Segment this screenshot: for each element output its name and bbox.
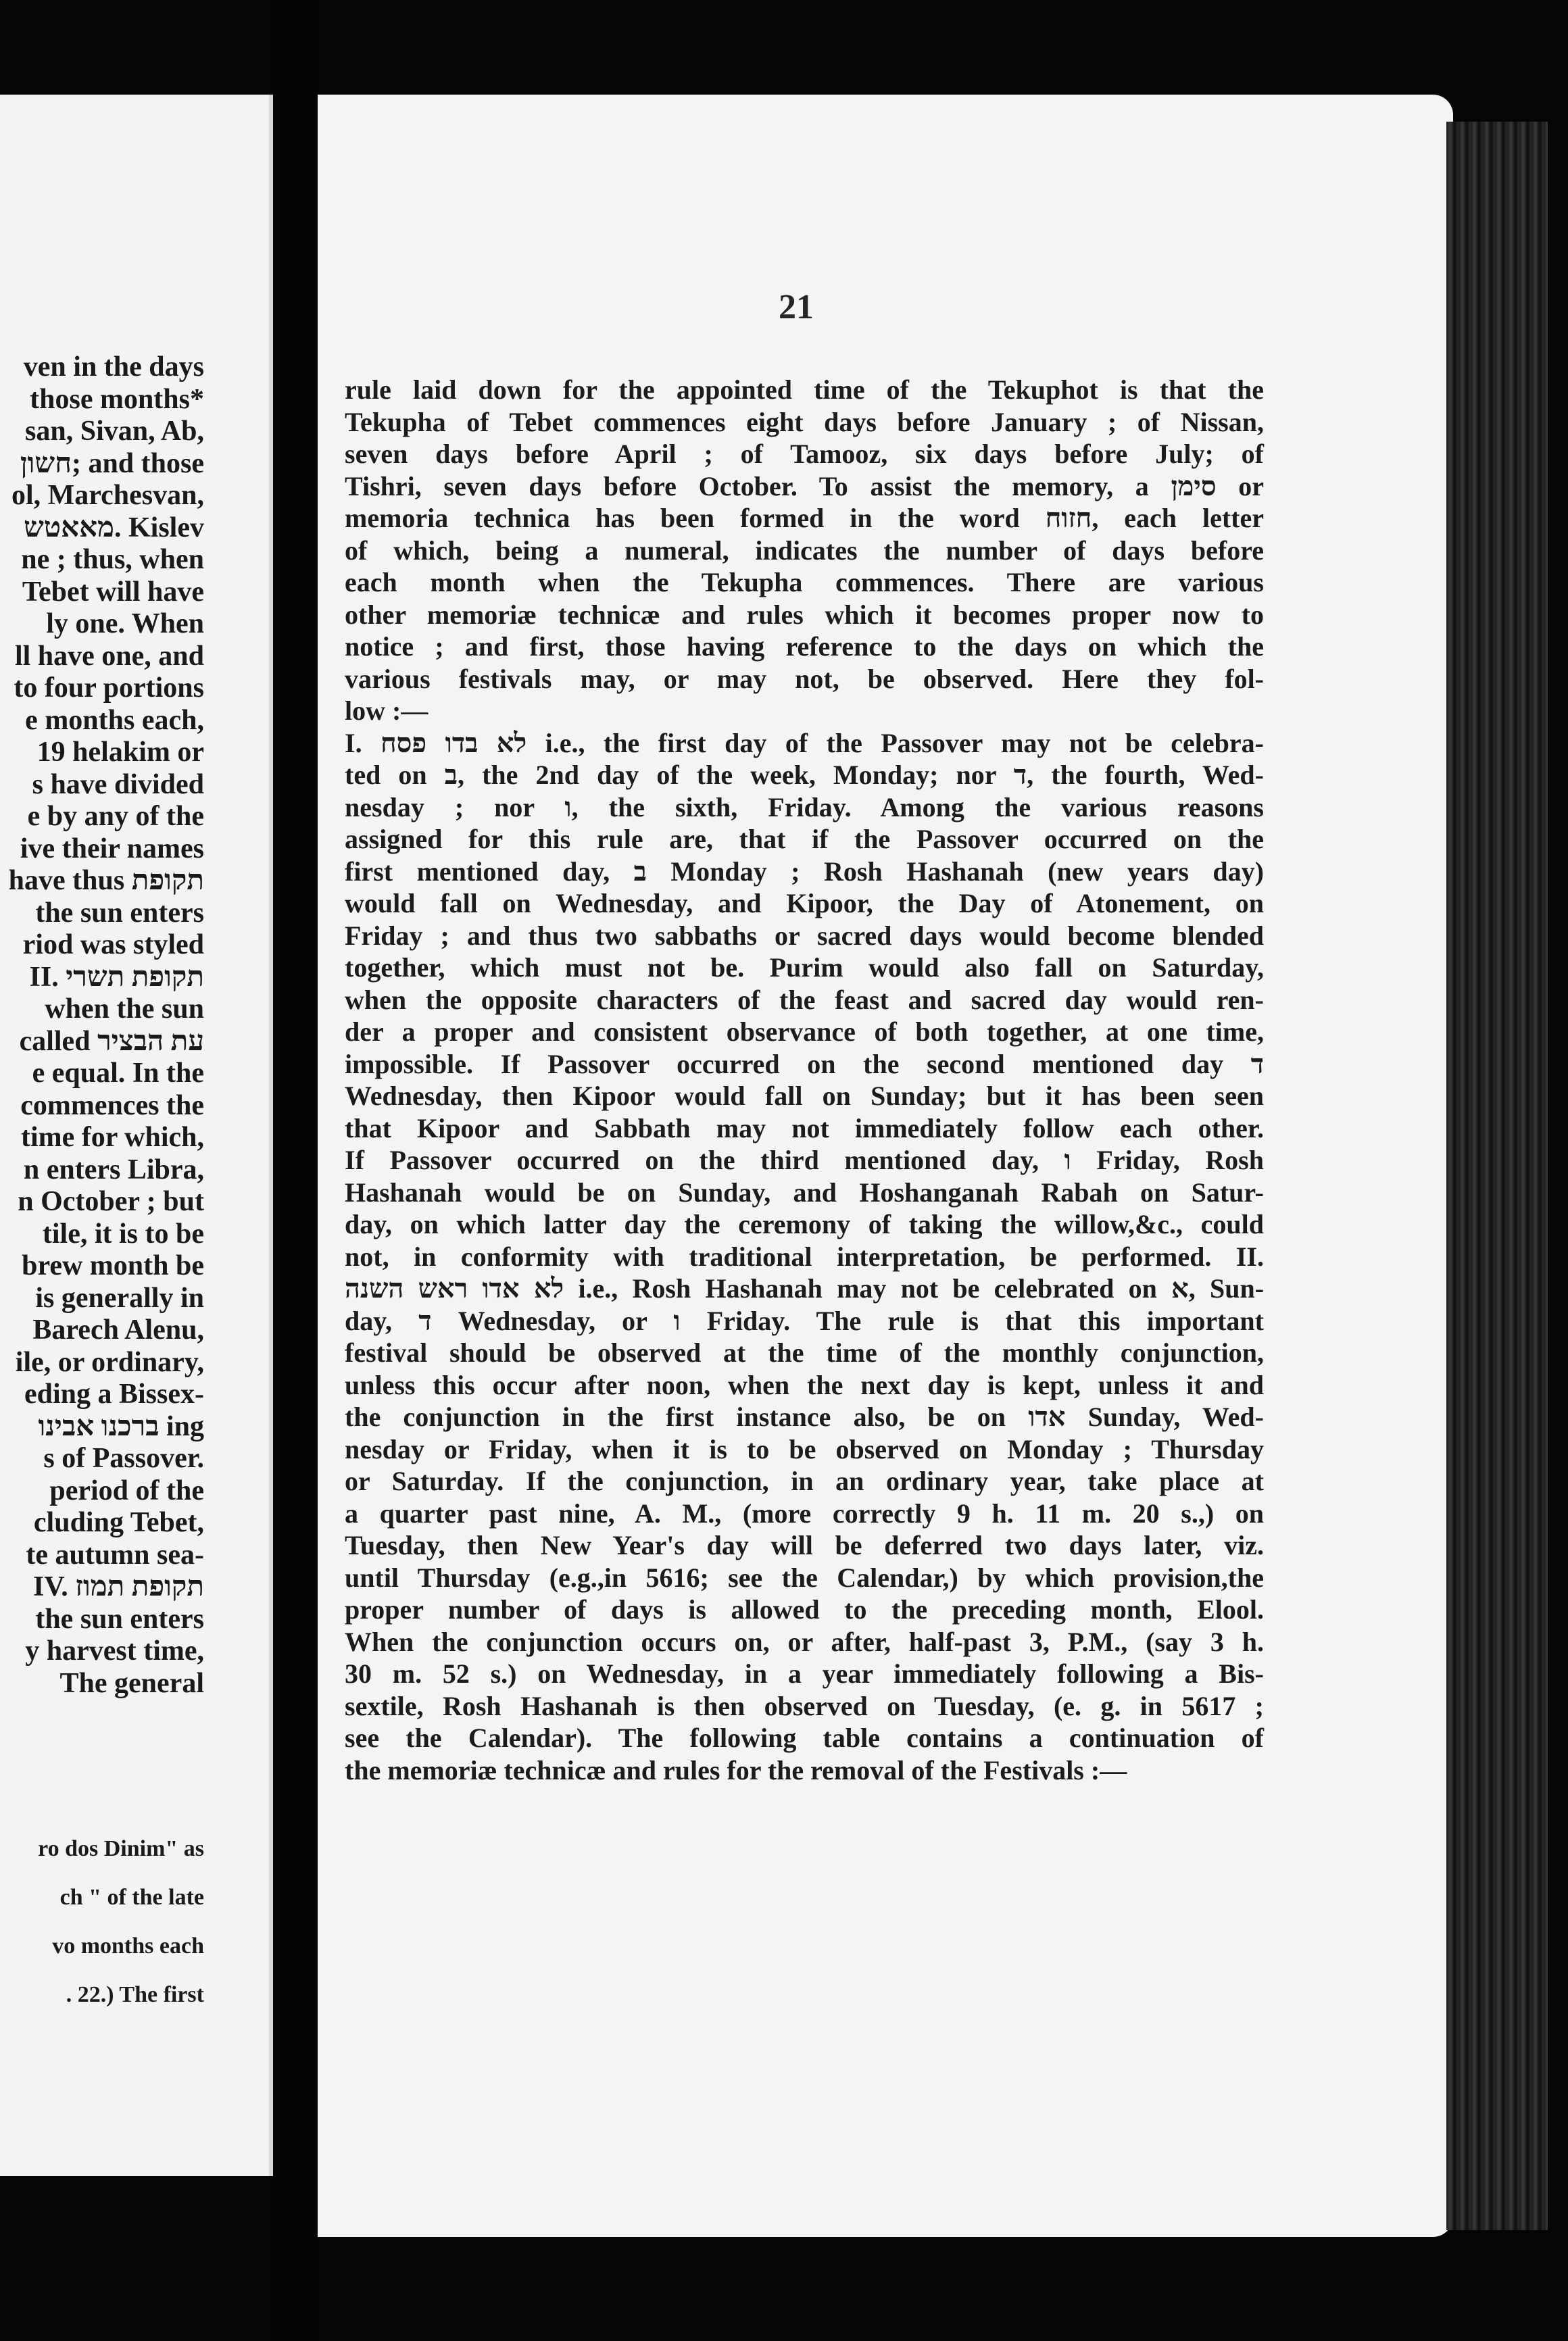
text-line: those months* (30, 383, 204, 415)
text-line: ll have one, and (14, 640, 204, 672)
text-line: חשון; and those (20, 447, 204, 479)
text-line: ברכנו אבינו ing (38, 1410, 204, 1442)
text-line: commences the (20, 1089, 204, 1121)
text-line: san, Sivan, Ab, (25, 416, 204, 447)
text-line: called עת הבציר (19, 1025, 204, 1057)
text-line: see the Calendar). The following table contains a continuation of (345, 1723, 1264, 1753)
text-line: ne ; thus, when (21, 544, 204, 575)
text-line: cluding Tebet, (33, 1507, 204, 1538)
text-line: ly one. When (46, 608, 204, 639)
text-line: rule laid down for the appointed time of the Tekuphot is that the (345, 374, 1264, 405)
facing-page-footnotes (0, 1825, 204, 2019)
text-line: day, ד Wednesday, or ו Friday. The rule is that this important (345, 1305, 1264, 1336)
facing-page-left (0, 95, 273, 2176)
text-line: der a proper and consistent observance of both together, at one time, (345, 1016, 1264, 1047)
text-line: a quarter past nine, A. M., (more correctly 9 h. 11 m. 20 s.,) on (345, 1498, 1264, 1529)
text-line: first mentioned day, ב Monday ; Rosh Hashanah (new years day) (345, 856, 1264, 887)
text-line: . 22.) The first (66, 1982, 204, 2007)
text-line: other memoriæ technicæ and rules which it becomes proper now to (345, 599, 1264, 630)
text-line: s have divided (32, 768, 204, 800)
text-line: Friday ; and thus two sabbaths or sacred days would become blended (345, 920, 1264, 951)
text-line: festival should be observed at the time of the monthly conjunction, (345, 1337, 1264, 1368)
text-line: If Passover occurred on the third mentioned day, ו Friday, Rosh (345, 1145, 1264, 1175)
text-line: not, in conformity with traditional interpretation, be performed. II. (345, 1241, 1264, 1272)
text-line: Wednesday, then Kipoor would fall on Sunday; but it has been seen (345, 1081, 1264, 1111)
text-line: Tekupha of Tebet commences eight days before January ; of Nissan, (345, 406, 1264, 437)
text-line: have thus תקופת (8, 865, 204, 896)
text-line: the sun enters (35, 897, 204, 929)
text-line: when the sun (45, 993, 204, 1025)
text-line: when the opposite characters of the feast and sacred day would ren- (345, 984, 1264, 1015)
text-line: n enters Libra, (23, 1154, 204, 1185)
text-line: 30 m. 52 s.) on Wednesday, in a year immediately following a Bis- (345, 1658, 1264, 1689)
text-line: Tebet will have (22, 576, 204, 608)
text-line: seven days before April ; of Tamooz, six days before July; of (345, 439, 1264, 469)
text-line: of which, being a numeral, indicates the number of days before (345, 535, 1264, 566)
text-line: that Kipoor and Sabbath may not immediately follow each other. (345, 1112, 1264, 1143)
text-line: לא אדו ראש השנה i.e., Rosh Hashanah may not be celebrated on א, Sun- (345, 1273, 1265, 1304)
book-page-edges (1446, 122, 1548, 2230)
text-line: s of Passover. (43, 1443, 204, 1474)
text-line: IV. תקופת תמוז (32, 1571, 204, 1602)
text-line: te autumn sea- (26, 1539, 204, 1571)
text-line: the sun enters (35, 1603, 204, 1635)
text-line: e by any of the (27, 801, 204, 832)
text-line: y harvest time, (25, 1635, 204, 1667)
text-line: nesday or Friday, when it is to be observed on Monday ; Thursday (345, 1433, 1264, 1464)
text-line: sextile, Rosh Hashanah is then observed on Tuesday, (e. g. in 5617 ; (345, 1690, 1264, 1721)
text-line: period of the (49, 1475, 204, 1506)
text-line: Tishri, seven days before October. To assist the memory, a סימן or (345, 470, 1264, 501)
text-line: Tuesday, then New Year's day will be deferred two days later, viz. (345, 1530, 1264, 1560)
text-line: riod was styled (22, 929, 204, 960)
text-line: day, on which latter day the ceremony of taking the willow,&c., could (345, 1209, 1264, 1239)
book-gutter (273, 0, 318, 2341)
page-body-text (345, 374, 1264, 1786)
text-line: nesday ; nor ו, the sixth, Friday. Among the various reasons (345, 791, 1264, 822)
text-line: unless this occur after noon, when the next day is kept, unless it and (345, 1369, 1264, 1400)
text-line: ven in the days (23, 351, 204, 383)
text-line: ile, or ordinary, (15, 1346, 204, 1378)
text-line: to four portions (14, 672, 204, 704)
text-line: ive their names (20, 833, 204, 864)
text-line: together, which must not be. Purim would also fall on Saturday, (345, 952, 1264, 983)
text-line: ch " of the late (59, 1885, 204, 1910)
text-line: ted on ב, the 2nd day of the week, Monday; nor ד, the fourth, Wed- (345, 760, 1264, 790)
text-line: low :— (345, 695, 428, 726)
text-line: e equal. In the (32, 1058, 204, 1089)
text-line: brew month be (22, 1250, 204, 1281)
text-line: various festivals may, or may not, be observed. Here they fol- (345, 663, 1264, 694)
text-line: מאאטש. Kislev (24, 512, 204, 543)
text-line: the conjunction in the first instance also, be on אדו Sunday, Wed- (345, 1402, 1264, 1432)
text-line: e months each, (25, 704, 204, 736)
text-line: until Thursday (e.g.,in 5616; see the Calendar,) by which provision,the (345, 1562, 1264, 1593)
text-line: impossible. If Passover occurred on the second mentioned day ד (345, 1048, 1264, 1079)
text-line: or Saturday. If the conjunction, in an ordinary year, take place at (345, 1466, 1264, 1496)
text-line: memoria technica has been formed in the word חזוח, each letter (345, 503, 1264, 533)
page-number: 21 (779, 288, 814, 326)
text-line: tile, it is to be (42, 1218, 204, 1250)
text-line: The general (59, 1667, 204, 1699)
facing-page-text (0, 351, 204, 1700)
text-line: ol, Marchesvan, (11, 480, 204, 511)
text-line: is generally in (35, 1282, 204, 1314)
text-line: ro dos Dinim" as (38, 1836, 204, 1861)
text-line: Barech Alenu, (32, 1314, 204, 1346)
text-line: I. לא בדו פסח i.e., the first day of the Passover may not be celebra- (345, 727, 1264, 758)
text-line: notice ; and first, those having reference to the days on which the (345, 631, 1264, 662)
text-line: each month when the Tekupha commences. There are various (345, 567, 1264, 597)
text-line: would fall on Wednesday, and Kipoor, the Day of Atonement, on (345, 888, 1264, 918)
text-line: vo months each (52, 1933, 204, 1958)
text-line: II. תקופת תשרי (29, 961, 204, 993)
text-line: time for which, (20, 1122, 204, 1153)
text-line: n October ; but (18, 1186, 204, 1217)
text-line: proper number of days is allowed to the preceding month, Elool. (345, 1594, 1264, 1625)
text-line: When the conjunction occurs on, or after, half-past 3, P.M., (say 3 h. (345, 1626, 1264, 1657)
text-line: assigned for this rule are, that if the Passover occurred on the (345, 824, 1264, 854)
text-line: 19 helakim or (36, 737, 204, 768)
text-line: the memoriæ technicæ and rules for the removal of the Festivals :— (345, 1754, 1127, 1785)
text-line: Hashanah would be on Sunday, and Hoshanganah Rabah on Satur- (345, 1177, 1264, 1208)
text-line: eding a Bissex- (24, 1379, 204, 1410)
